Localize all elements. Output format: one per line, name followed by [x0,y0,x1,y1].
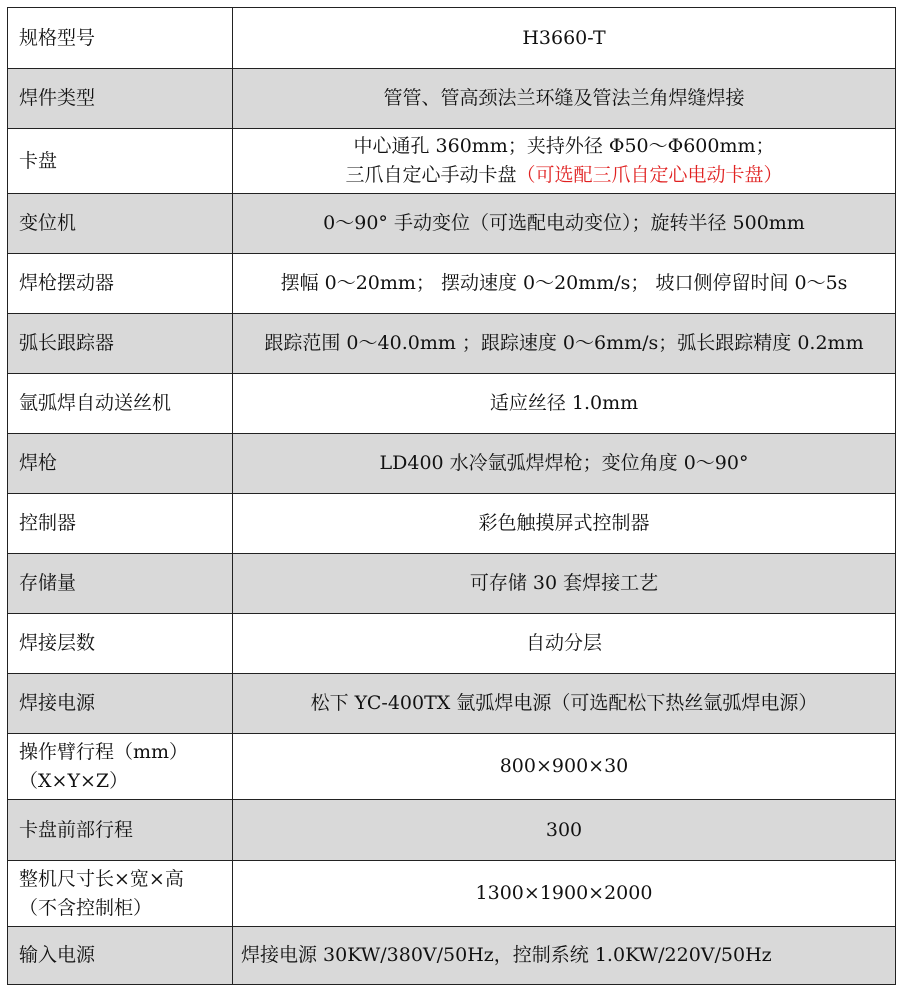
table-row [8,927,896,985]
row-value-line: 中心通孔 360mm；夹持外径 Φ50～Φ600mm； [353,135,775,157]
table-row [8,861,896,927]
table-row [8,129,896,194]
row-value: 彩色触摸屏式控制器 [233,494,896,554]
row-value: 适应丝径 1.0mm [233,374,896,434]
row-value: 松下 YC-400TX 氩弧焊电源（可选配松下热丝氩弧焊电源） [233,674,896,734]
table-row [8,254,896,314]
row-label-line: 整机尺寸长×宽×高 [19,867,184,890]
row-label: 氩弧焊自动送丝机 [8,374,233,434]
row-label: 变位机 [8,194,233,254]
row-label: 卡盘前部行程 [8,800,233,861]
table-row [8,194,896,254]
row-label [8,861,233,927]
row-label: 规格型号 [8,8,233,69]
row-label-line: （X×Y×Z） [19,769,129,792]
row-value: 800×900×30 [233,734,896,800]
row-label: 焊接层数 [8,614,233,674]
row-value: 跟踪范围 0～40.0mm ；跟踪速度 0～6mm/s；弧长跟踪精度 0.2mm [233,314,896,374]
row-value: 摆幅 0～20mm； 摆动速度 0～20mm/s； 坡口侧停留时间 0～5s [233,254,896,314]
row-value: 可存储 30 套焊接工艺 [233,554,896,614]
row-label: 存储量 [8,554,233,614]
row-label: 焊件类型 [8,69,233,129]
table-row [8,494,896,554]
row-value: H3660-T [233,8,896,69]
optional-note: （可选配三爪自定心电动卡盘） [516,164,783,186]
table-row [8,374,896,434]
row-value: 1300×1900×2000 [233,861,896,927]
row-value-text: 三爪自定心手动卡盘 [345,164,517,186]
row-label: 卡盘 [8,129,233,194]
table-row [8,554,896,614]
row-value: 300 [233,800,896,861]
spec-table [7,7,896,985]
row-value: 自动分层 [233,614,896,674]
table-row [8,674,896,734]
row-label: 弧长跟踪器 [8,314,233,374]
row-label-line: （不含控制柜） [19,896,153,919]
row-label: 焊枪摆动器 [8,254,233,314]
row-label [8,734,233,800]
table-row [8,734,896,800]
row-value: 焊接电源 30KW/380V/50Hz，控制系统 1.0KW/220V/50Hz [233,927,896,985]
row-value: 0～90° 手动变位（可选配电动变位）；旋转半径 500mm [233,194,896,254]
row-value: LD400 水冷氩弧焊焊枪；变位角度 0～90° [233,434,896,494]
table-row [8,8,896,69]
row-label: 焊枪 [8,434,233,494]
row-value-line [241,161,887,190]
row-value: 管管、管高颈法兰环缝及管法兰角焊缝焊接 [233,69,896,129]
table-row [8,434,896,494]
row-label: 控制器 [8,494,233,554]
row-value [233,129,896,194]
row-label: 焊接电源 [8,674,233,734]
table-row [8,69,896,129]
table-row [8,614,896,674]
row-label-line: 操作臂行程（mm） [19,740,189,763]
table-row [8,800,896,861]
table-row [8,314,896,374]
row-label: 输入电源 [8,927,233,985]
